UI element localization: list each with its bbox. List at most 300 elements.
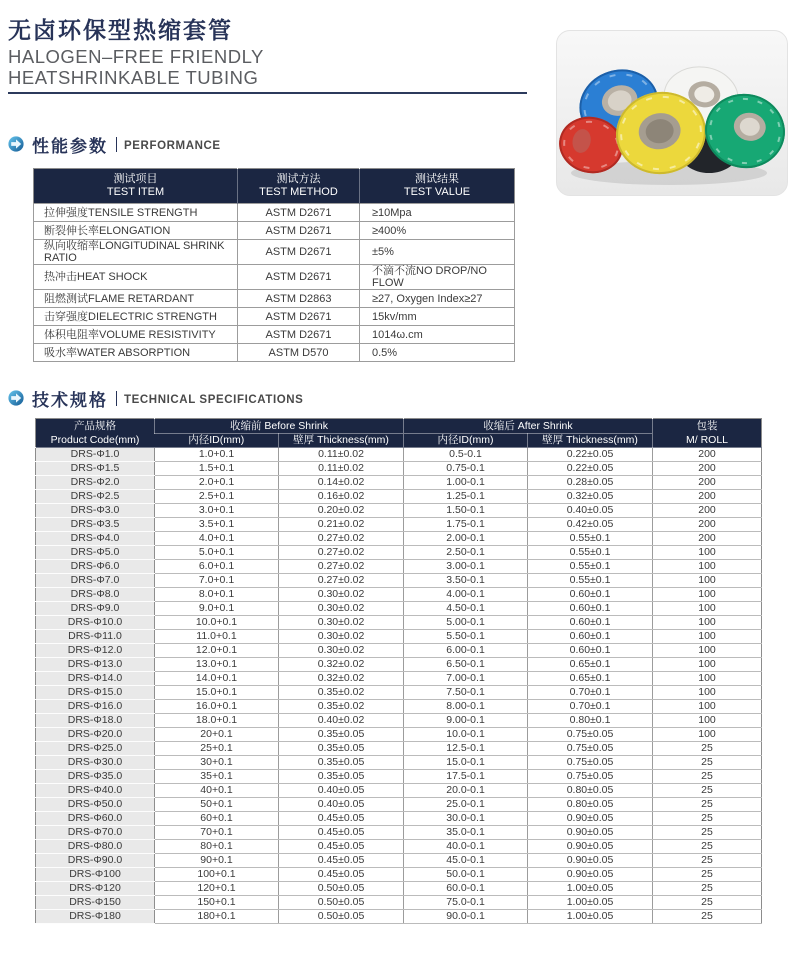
table-cell: 0.90±0.05 [528, 826, 653, 840]
table-row [36, 854, 762, 868]
table-cell: 100 [653, 574, 762, 588]
table-cell: 0.75±0.05 [528, 770, 653, 784]
table-cell: 0.35±0.02 [279, 700, 404, 714]
table-cell: 0.90±0.05 [528, 840, 653, 854]
table-cell: 1.00-0.1 [404, 476, 528, 490]
specs-title-cn: 技术规格 [32, 390, 108, 410]
table-cell: DRS-Φ3.5 [36, 518, 155, 532]
table-row [34, 265, 515, 290]
table-cell: DRS-Φ11.0 [36, 630, 155, 644]
table-cell: 6.0+0.1 [155, 560, 279, 574]
table-row [36, 784, 762, 798]
table-cell: 25 [653, 770, 762, 784]
table-row [36, 798, 762, 812]
table-cell: 25 [653, 756, 762, 770]
table-cell: DRS-Φ2.5 [36, 490, 155, 504]
table-cell: 6.00-0.1 [404, 644, 528, 658]
table-cell: 100 [653, 602, 762, 616]
table-cell: 200 [653, 518, 762, 532]
table-row [36, 616, 762, 630]
column-header-package: 包装 M/ ROLL [653, 419, 762, 448]
table-cell: 100 [653, 714, 762, 728]
table-cell: 1014ω.cm [360, 326, 515, 344]
table-cell: 1.25-0.1 [404, 490, 528, 504]
table-cell: 150+0.1 [155, 896, 279, 910]
table-cell: ASTM D2671 [238, 265, 360, 290]
table-cell: 100 [653, 728, 762, 742]
table-cell: 0.40±0.05 [279, 798, 404, 812]
table-cell: 0.35±0.05 [279, 756, 404, 770]
table-cell: 18.0+0.1 [155, 714, 279, 728]
performance-title-cn: 性能参数 [32, 136, 108, 156]
table-cell: 25 [653, 742, 762, 756]
table-cell: 16.0+0.1 [155, 700, 279, 714]
table-cell: 6.50-0.1 [404, 658, 528, 672]
table-cell: 0.11±0.02 [279, 462, 404, 476]
table-cell: 0.45±0.05 [279, 826, 404, 840]
table-cell: 100 [653, 588, 762, 602]
table-row [34, 344, 515, 362]
table-row [36, 644, 762, 658]
table-cell: 100 [653, 672, 762, 686]
table-cell: 25 [653, 784, 762, 798]
table-cell: 100 [653, 644, 762, 658]
table-cell: 0.60±0.1 [528, 602, 653, 616]
table-cell: 25 [653, 882, 762, 896]
specs-table-header [36, 419, 762, 448]
table-cell: 100 [653, 658, 762, 672]
table-cell: 30+0.1 [155, 756, 279, 770]
table-cell: DRS-Φ7.0 [36, 574, 155, 588]
table-cell: 100 [653, 616, 762, 630]
table-cell: DRS-Φ120 [36, 882, 155, 896]
table-cell: DRS-Φ70.0 [36, 826, 155, 840]
table-cell: 0.27±0.02 [279, 532, 404, 546]
performance-table-header [34, 169, 515, 204]
table-cell: 0.45±0.05 [279, 854, 404, 868]
column-header-test-item: 测试项目 TEST ITEM [34, 169, 238, 204]
performance-title-en: PERFORMANCE [124, 140, 221, 152]
table-cell: 11.0+0.1 [155, 630, 279, 644]
table-cell: 0.60±0.1 [528, 616, 653, 630]
table-row [36, 756, 762, 770]
specs-section-header [8, 388, 800, 408]
table-cell: 200 [653, 462, 762, 476]
table-cell: 0.70±0.1 [528, 686, 653, 700]
table-cell: 20.0-0.1 [404, 784, 528, 798]
table-cell: 2.5+0.1 [155, 490, 279, 504]
table-cell: 0.27±0.02 [279, 574, 404, 588]
table-cell: 50.0-0.1 [404, 868, 528, 882]
table-cell: 3.0+0.1 [155, 504, 279, 518]
table-cell: DRS-Φ18.0 [36, 714, 155, 728]
specs-table [35, 418, 762, 924]
table-cell: 25 [653, 868, 762, 882]
table-cell: DRS-Φ30.0 [36, 756, 155, 770]
table-row [36, 896, 762, 910]
table-cell: 0.80±0.1 [528, 714, 653, 728]
table-cell: 0.30±0.02 [279, 630, 404, 644]
table-cell: 0.90±0.05 [528, 868, 653, 882]
table-cell: DRS-Φ14.0 [36, 672, 155, 686]
table-cell: 0.30±0.02 [279, 602, 404, 616]
table-cell: 0.55±0.1 [528, 560, 653, 574]
table-cell: 25 [653, 826, 762, 840]
table-cell: DRS-Φ16.0 [36, 700, 155, 714]
table-cell: 0.22±0.05 [528, 462, 653, 476]
table-cell: DRS-Φ80.0 [36, 840, 155, 854]
product-photo [556, 30, 788, 196]
table-row [36, 560, 762, 574]
table-cell: 90.0-0.1 [404, 910, 528, 924]
table-row [36, 462, 762, 476]
table-cell: 60+0.1 [155, 812, 279, 826]
table-row [36, 714, 762, 728]
table-cell: 1.00±0.05 [528, 910, 653, 924]
table-cell: 15.0-0.1 [404, 756, 528, 770]
table-cell: 0.30±0.02 [279, 588, 404, 602]
table-cell: 7.50-0.1 [404, 686, 528, 700]
table-cell: 0.40±0.05 [279, 784, 404, 798]
table-cell: 0.55±0.1 [528, 532, 653, 546]
table-cell: 0.20±0.02 [279, 504, 404, 518]
table-cell: DRS-Φ50.0 [36, 798, 155, 812]
table-cell: 0.45±0.05 [279, 868, 404, 882]
table-cell: 25 [653, 840, 762, 854]
table-cell: 2.0+0.1 [155, 476, 279, 490]
subtitle-line-1: HALOGEN–FREE FRIENDLY [8, 46, 264, 67]
table-cell: 0.55±0.1 [528, 546, 653, 560]
table-cell: 体积电阻率VOLUME RESISTIVITY [34, 326, 238, 344]
table-cell: 0.21±0.02 [279, 518, 404, 532]
table-cell: 0.90±0.05 [528, 854, 653, 868]
table-cell: 0.14±0.02 [279, 476, 404, 490]
table-row [36, 686, 762, 700]
table-cell: 0.28±0.05 [528, 476, 653, 490]
table-cell: 25 [653, 896, 762, 910]
column-header-before-thickness: 壁厚 Thickness(mm) [279, 434, 404, 448]
table-row [36, 770, 762, 784]
section-title-divider [116, 391, 117, 406]
table-cell: 0.65±0.1 [528, 658, 653, 672]
column-header-after-thickness: 壁厚 Thickness(mm) [528, 434, 653, 448]
specs-table-body [36, 448, 762, 924]
header-divider [8, 92, 527, 94]
table-cell: 9.00-0.1 [404, 714, 528, 728]
table-cell: 0.35±0.05 [279, 770, 404, 784]
table-cell: 1.00±0.05 [528, 882, 653, 896]
performance-table-body [34, 204, 515, 362]
table-cell: 0.5% [360, 344, 515, 362]
table-cell: DRS-Φ2.0 [36, 476, 155, 490]
table-cell: 5.00-0.1 [404, 616, 528, 630]
table-cell: DRS-Φ60.0 [36, 812, 155, 826]
table-cell: 60.0-0.1 [404, 882, 528, 896]
table-cell: 100 [653, 686, 762, 700]
table-cell: 40.0-0.1 [404, 840, 528, 854]
table-row [36, 868, 762, 882]
table-cell: 0.30±0.02 [279, 644, 404, 658]
table-cell: 90+0.1 [155, 854, 279, 868]
table-row [36, 476, 762, 490]
table-row [36, 518, 762, 532]
section-title-divider [116, 137, 117, 152]
table-row [34, 240, 515, 265]
table-cell: 吸水率WATER ABSORPTION [34, 344, 238, 362]
table-row [36, 728, 762, 742]
column-header-product-code: 产品规格 Product Code(mm) [36, 419, 155, 448]
table-cell: 热冲击HEAT SHOCK [34, 265, 238, 290]
table-cell: 2.50-0.1 [404, 546, 528, 560]
table-cell: 100 [653, 630, 762, 644]
table-cell: 4.0+0.1 [155, 532, 279, 546]
table-row [36, 574, 762, 588]
table-row [34, 326, 515, 344]
table-cell: 0.27±0.02 [279, 546, 404, 560]
table-cell: 0.50±0.05 [279, 910, 404, 924]
tubing-rolls-illustration [557, 31, 788, 196]
table-cell: 0.80±0.05 [528, 798, 653, 812]
column-header-before-id: 内径ID(mm) [155, 434, 279, 448]
table-cell: 35.0-0.1 [404, 826, 528, 840]
table-cell: 17.5-0.1 [404, 770, 528, 784]
table-cell: 14.0+0.1 [155, 672, 279, 686]
table-row [36, 742, 762, 756]
table-cell: 0.75±0.05 [528, 742, 653, 756]
table-cell: 25.0-0.1 [404, 798, 528, 812]
table-cell: 0.45±0.05 [279, 840, 404, 854]
table-cell: 25 [653, 798, 762, 812]
column-group-before-shrink: 收缩前 Before Shrink [155, 419, 404, 434]
table-cell: 4.50-0.1 [404, 602, 528, 616]
table-cell: 100 [653, 546, 762, 560]
table-cell: 0.75±0.05 [528, 728, 653, 742]
table-cell: 200 [653, 448, 762, 462]
table-cell: ≥27, Oxygen Index≥27 [360, 290, 515, 308]
table-row [36, 532, 762, 546]
table-cell: 0.75±0.05 [528, 756, 653, 770]
table-cell: DRS-Φ6.0 [36, 560, 155, 574]
table-cell: 0.45±0.05 [279, 812, 404, 826]
table-cell: 75.0-0.1 [404, 896, 528, 910]
table-cell: DRS-Φ35.0 [36, 770, 155, 784]
table-cell: 25 [653, 910, 762, 924]
table-cell: 25 [653, 812, 762, 826]
table-cell: DRS-Φ8.0 [36, 588, 155, 602]
table-row [36, 490, 762, 504]
table-cell: DRS-Φ3.0 [36, 504, 155, 518]
table-cell: 3.5+0.1 [155, 518, 279, 532]
table-cell: 1.50-0.1 [404, 504, 528, 518]
table-cell: 0.32±0.02 [279, 672, 404, 686]
column-group-after-shrink: 收缩后 After Shrink [404, 419, 653, 434]
table-cell: 10.0+0.1 [155, 616, 279, 630]
table-cell: 15.0+0.1 [155, 686, 279, 700]
table-cell: 0.35±0.05 [279, 742, 404, 756]
table-cell: 100 [653, 700, 762, 714]
arrow-circle-icon [8, 390, 24, 406]
table-cell: 20+0.1 [155, 728, 279, 742]
table-row [34, 308, 515, 326]
table-row [36, 840, 762, 854]
table-cell: ±5% [360, 240, 515, 265]
table-cell: DRS-Φ150 [36, 896, 155, 910]
table-row [36, 700, 762, 714]
table-cell: 10.0-0.1 [404, 728, 528, 742]
table-cell: 0.40±0.02 [279, 714, 404, 728]
table-cell: 25+0.1 [155, 742, 279, 756]
table-cell: DRS-Φ13.0 [36, 658, 155, 672]
table-cell: DRS-Φ5.0 [36, 546, 155, 560]
table-cell: DRS-Φ1.0 [36, 448, 155, 462]
table-cell: DRS-Φ9.0 [36, 602, 155, 616]
table-cell: DRS-Φ12.0 [36, 644, 155, 658]
table-row [36, 672, 762, 686]
table-cell: DRS-Φ100 [36, 868, 155, 882]
table-cell: 35+0.1 [155, 770, 279, 784]
table-cell: 45.0-0.1 [404, 854, 528, 868]
table-cell: 200 [653, 476, 762, 490]
table-cell: 0.75-0.1 [404, 462, 528, 476]
table-cell: 180+0.1 [155, 910, 279, 924]
table-cell: 4.00-0.1 [404, 588, 528, 602]
table-cell: 7.0+0.1 [155, 574, 279, 588]
table-cell: ≥400% [360, 222, 515, 240]
table-cell: 0.35±0.05 [279, 728, 404, 742]
table-cell: ASTM D2671 [238, 204, 360, 222]
table-cell: DRS-Φ15.0 [36, 686, 155, 700]
table-cell: 5.50-0.1 [404, 630, 528, 644]
table-cell: 不滴不流NO DROP/NO FLOW [360, 265, 515, 290]
table-cell: 8.0+0.1 [155, 588, 279, 602]
table-cell: DRS-Φ90.0 [36, 854, 155, 868]
table-row [34, 222, 515, 240]
table-cell: 0.22±0.05 [528, 448, 653, 462]
table-cell: 200 [653, 532, 762, 546]
table-cell: ASTM D2863 [238, 290, 360, 308]
table-cell: 200 [653, 504, 762, 518]
specs-title-en: TECHNICAL SPECIFICATIONS [124, 394, 304, 406]
table-row [36, 658, 762, 672]
table-cell: 0.11±0.02 [279, 448, 404, 462]
table-row [34, 204, 515, 222]
table-cell: 0.70±0.1 [528, 700, 653, 714]
table-cell: 0.60±0.1 [528, 588, 653, 602]
table-cell: 7.00-0.1 [404, 672, 528, 686]
table-cell: 断裂伸长率ELONGATION [34, 222, 238, 240]
table-cell: 1.00±0.05 [528, 896, 653, 910]
table-cell: 0.27±0.02 [279, 560, 404, 574]
table-cell: 2.00-0.1 [404, 532, 528, 546]
table-cell: 0.42±0.05 [528, 518, 653, 532]
column-header-test-value: 测试结果 TEST VALUE [360, 169, 515, 204]
arrow-circle-icon [8, 136, 24, 152]
table-cell: 15kv/mm [360, 308, 515, 326]
table-cell: 0.60±0.1 [528, 630, 653, 644]
table-cell: 40+0.1 [155, 784, 279, 798]
table-cell: 0.80±0.05 [528, 784, 653, 798]
table-row [36, 826, 762, 840]
table-row [36, 812, 762, 826]
table-cell: 30.0-0.1 [404, 812, 528, 826]
table-cell: DRS-Φ180 [36, 910, 155, 924]
table-cell: 25 [653, 854, 762, 868]
table-cell: 9.0+0.1 [155, 602, 279, 616]
table-cell: 1.5+0.1 [155, 462, 279, 476]
table-cell: 100+0.1 [155, 868, 279, 882]
table-cell: 击穿强度DIELECTRIC STRENGTH [34, 308, 238, 326]
table-cell: 1.0+0.1 [155, 448, 279, 462]
table-row [36, 630, 762, 644]
table-cell: 13.0+0.1 [155, 658, 279, 672]
table-cell: 0.50±0.05 [279, 882, 404, 896]
table-cell: 0.32±0.05 [528, 490, 653, 504]
table-cell: 1.75-0.1 [404, 518, 528, 532]
table-row [36, 588, 762, 602]
table-cell: DRS-Φ25.0 [36, 742, 155, 756]
table-cell: 12.5-0.1 [404, 742, 528, 756]
table-cell: 100 [653, 560, 762, 574]
page-title: 无卤环保型热缩套管 [8, 17, 233, 43]
table-cell: 120+0.1 [155, 882, 279, 896]
table-cell: 70+0.1 [155, 826, 279, 840]
table-row [36, 910, 762, 924]
table-cell: 80+0.1 [155, 840, 279, 854]
table-cell: 5.0+0.1 [155, 546, 279, 560]
table-cell: 阻燃测试FLAME RETARDANT [34, 290, 238, 308]
table-cell: 拉伸强度TENSILE STRENGTH [34, 204, 238, 222]
performance-table [33, 168, 515, 362]
column-header-test-method: 测试方法 TEST METHOD [238, 169, 360, 204]
table-cell: 0.90±0.05 [528, 812, 653, 826]
subtitle-line-2: HEATSHRINKABLE TUBING [8, 66, 259, 88]
table-cell: 0.40±0.05 [528, 504, 653, 518]
table-cell: 0.50±0.05 [279, 896, 404, 910]
table-cell: 200 [653, 490, 762, 504]
table-cell: 3.00-0.1 [404, 560, 528, 574]
table-cell: 0.5-0.1 [404, 448, 528, 462]
table-cell: ASTM D2671 [238, 326, 360, 344]
table-cell: DRS-Φ20.0 [36, 728, 155, 742]
table-cell: 0.35±0.02 [279, 686, 404, 700]
table-cell: 0.30±0.02 [279, 616, 404, 630]
table-cell: 0.16±0.02 [279, 490, 404, 504]
table-row [36, 602, 762, 616]
table-cell: 0.55±0.1 [528, 574, 653, 588]
table-cell: DRS-Φ1.5 [36, 462, 155, 476]
table-cell: ASTM D2671 [238, 240, 360, 265]
table-row [36, 546, 762, 560]
table-row [34, 290, 515, 308]
table-cell: 0.32±0.02 [279, 658, 404, 672]
table-cell: DRS-Φ10.0 [36, 616, 155, 630]
table-cell: 0.65±0.1 [528, 672, 653, 686]
table-cell: 50+0.1 [155, 798, 279, 812]
table-cell: ASTM D2671 [238, 308, 360, 326]
table-row [36, 882, 762, 896]
table-row [36, 504, 762, 518]
table-cell: ASTM D570 [238, 344, 360, 362]
table-cell: ASTM D2671 [238, 222, 360, 240]
table-row [36, 448, 762, 462]
table-cell: 12.0+0.1 [155, 644, 279, 658]
table-cell: 纵向收缩率LONGITUDINAL SHRINK RATIO [34, 240, 238, 265]
table-cell: DRS-Φ40.0 [36, 784, 155, 798]
table-cell: 3.50-0.1 [404, 574, 528, 588]
table-cell: ≥10Mpa [360, 204, 515, 222]
table-cell: 8.00-0.1 [404, 700, 528, 714]
column-header-after-id: 内径ID(mm) [404, 434, 528, 448]
